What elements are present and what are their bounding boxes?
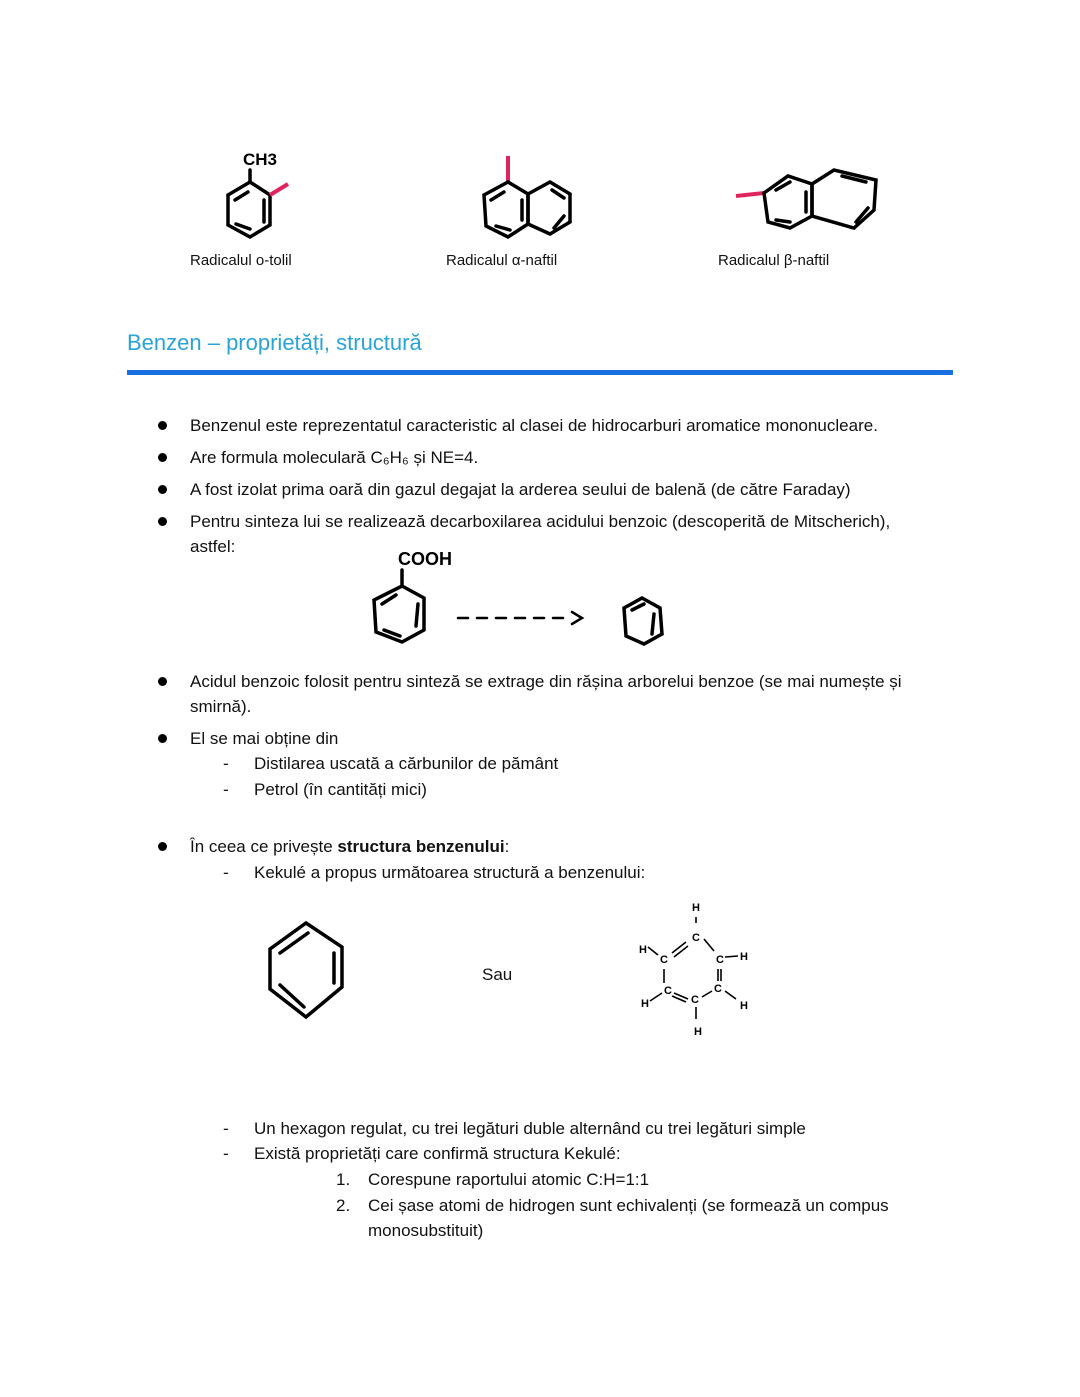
numbered-item: Corespune raportului atomic C:H=1:1 <box>368 1170 650 1189</box>
list-number: 2. <box>336 1196 351 1215</box>
atom-c: C <box>691 994 699 1006</box>
o-tolyl-structure <box>210 140 320 250</box>
numbered-item-cont: monosubstituit) <box>368 1221 484 1240</box>
numbered-item: Cei șase atomi de hidrogen sunt echivalenți (se formează un compus <box>368 1196 889 1215</box>
caption-o-tolyl: Radicalul o-tolil <box>190 252 292 269</box>
atom-h: H <box>639 944 647 956</box>
dash-marker: - <box>223 1144 229 1163</box>
bullet-text: Are formula moleculară C₆H₆ și NE=4. <box>190 448 479 467</box>
intro-colon: : <box>504 837 510 856</box>
atom-h: H <box>692 902 700 914</box>
caption-alpha-naphthyl: Radicalul α-naftil <box>446 252 558 269</box>
dash-marker: - <box>223 780 229 799</box>
bullet-icon <box>158 677 167 686</box>
alpha-naphthyl-structure <box>470 150 610 250</box>
bullet-icon <box>158 453 167 462</box>
ch3-label: CH3 <box>243 150 278 169</box>
dash-marker: - <box>223 754 229 773</box>
bullet-text-cont: astfel: <box>190 537 236 556</box>
kekule-atomic-structure <box>630 895 760 1040</box>
section-title: Benzen – proprietăți, structură <box>127 330 422 355</box>
source-item: Distilarea uscată a cărbunilor de pământ <box>254 754 559 773</box>
dash-marker: - <box>223 1119 229 1138</box>
or-label: Sau <box>482 965 513 984</box>
structure-point: Există proprietăți care confirmă structura Kekulé: <box>254 1144 621 1163</box>
decarboxylation-reaction <box>360 540 680 650</box>
bullet-icon <box>158 485 167 494</box>
beta-naphthyl-structure <box>730 160 890 240</box>
bullet-text: Benzenul este reprezentatul caracteristic al clasei de hidrocarburi aromatice mononucleare. <box>190 416 878 435</box>
bullet-text-cont: smirnă). <box>190 697 252 716</box>
atom-h: H <box>641 998 649 1010</box>
structure-point: Un hexagon regulat, cu trei legături duble alternând cu trei legături simple <box>254 1119 806 1138</box>
atom-c: C <box>664 985 672 997</box>
bullet-text: A fost izolat prima oară din gazul degajat la arderea seului de balenă (de către Faraday) <box>190 480 851 499</box>
atom-h: H <box>740 951 748 963</box>
cooh-label: COOH <box>398 549 452 569</box>
kekule-text: Kekulé a propus următoarea structură a benzenului: <box>254 863 646 882</box>
bullet-icon <box>158 517 167 526</box>
intro-text: În ceea ce privește <box>190 837 338 856</box>
bullet-text: Pentru sinteza lui se realizează decarboxilarea acidului benzoic (descoperită de Mitscherich), <box>190 512 891 531</box>
dash-marker: - <box>223 863 229 882</box>
section-rule <box>127 370 953 375</box>
intro-bold: structura benzenului <box>337 837 505 856</box>
atom-h: H <box>694 1026 702 1038</box>
atom-c: C <box>716 954 724 966</box>
structure-intro <box>190 836 509 858</box>
list-number: 1. <box>336 1170 351 1189</box>
bullet-text: Acidul benzoic folosit pentru sinteză se extrage din rășina arborelui benzoe (se mai numește și <box>190 672 902 691</box>
bullet-text: El se mai obține din <box>190 729 339 748</box>
atom-c: C <box>714 983 722 995</box>
bullet-icon <box>158 842 167 851</box>
kekule-hexagon <box>260 915 352 1025</box>
caption-beta-naphthyl: Radicalul β-naftil <box>718 252 830 269</box>
source-item: Petrol (în cantități mici) <box>254 780 427 799</box>
atom-c: C <box>660 954 668 966</box>
bullet-icon <box>158 421 167 430</box>
atom-c: C <box>692 932 700 944</box>
bullet-icon <box>158 734 167 743</box>
atom-h: H <box>740 1000 748 1012</box>
